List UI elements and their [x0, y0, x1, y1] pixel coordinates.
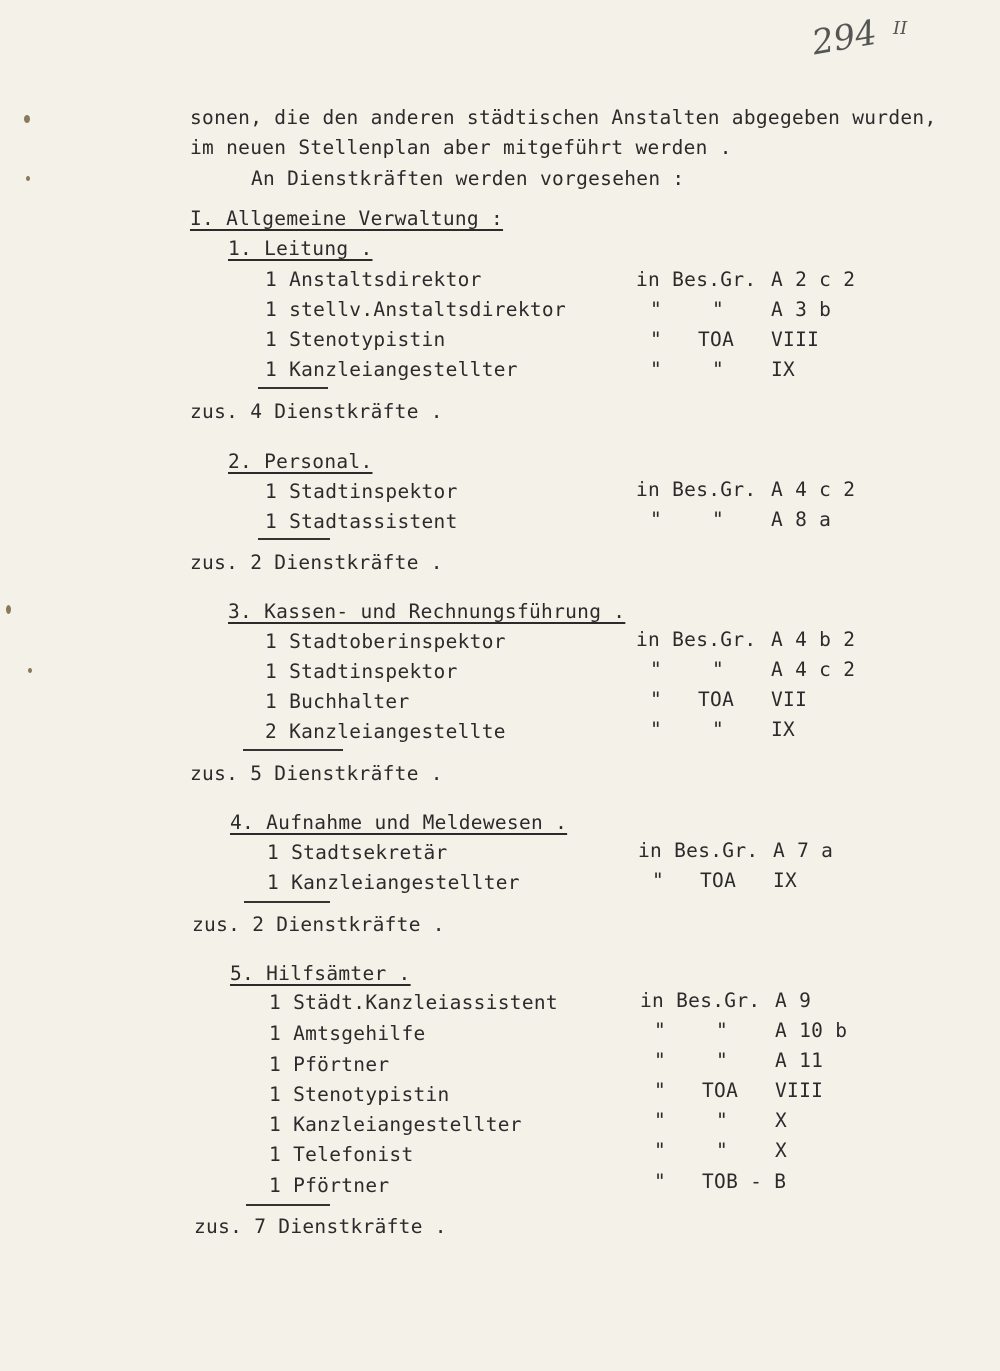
folio-suffix: II	[893, 18, 908, 39]
row-col1: "	[652, 869, 665, 892]
row-col1: "	[654, 1139, 667, 1162]
row-col2: "	[712, 508, 725, 531]
row-col2: "	[712, 658, 725, 681]
row-grade: A 10 b	[775, 1019, 848, 1042]
row-col2: TOA	[702, 1079, 739, 1102]
row-grade: X	[775, 1109, 788, 1132]
margin-mark	[24, 115, 30, 123]
row-col1: "	[650, 688, 663, 711]
row-item: 1 Städt.Kanzleiassistent	[269, 991, 558, 1014]
row-item: 1 Stenotypistin	[269, 1083, 450, 1106]
row-grade: VIII	[775, 1079, 824, 1102]
row-col1: "	[654, 1079, 667, 1102]
section-total: zus. 7 Dienstkräfte .	[194, 1215, 447, 1238]
row-grade: X	[775, 1139, 788, 1162]
row-item: 1 Stadtoberinspektor	[265, 630, 506, 653]
row-item: 1 Stadtassistent	[265, 510, 458, 533]
row-item: 1 Amtsgehilfe	[269, 1022, 426, 1045]
row-col1: "	[654, 1049, 667, 1072]
row-grade: A 7 a	[773, 839, 834, 862]
row-col1: in Bes.Gr.	[640, 989, 761, 1012]
sum-rule	[243, 749, 343, 751]
section-total: zus. 4 Dienstkräfte .	[190, 400, 443, 423]
row-col1: in Bes.Gr.	[636, 628, 757, 651]
row-item: 1 stellv.Anstaltsdirektor	[265, 298, 566, 321]
row-grade: VII	[771, 688, 808, 711]
section-title: 3. Kassen- und Rechnungsführung .	[228, 600, 626, 623]
row-item: 1 Stadtinspektor	[265, 660, 458, 683]
row-grade: A 9	[775, 989, 812, 1012]
margin-mark	[28, 668, 32, 673]
row-col2: "	[716, 1019, 729, 1042]
row-col1: "	[650, 658, 663, 681]
row-col1: "	[650, 508, 663, 531]
row-grade: VIII	[771, 328, 820, 351]
row-col2: TOA	[700, 869, 737, 892]
row-col1: "	[654, 1170, 667, 1193]
row-col1: in Bes.Gr.	[636, 478, 757, 501]
row-col2: TOA	[698, 688, 735, 711]
margin-mark	[26, 176, 30, 181]
row-col1: "	[654, 1109, 667, 1132]
row-item: 1 Kanzleiangestellter	[267, 871, 520, 894]
section-total: zus. 2 Dienstkräfte .	[190, 551, 443, 574]
intro-line-2: im neuen Stellenplan aber mitgeführt werden .	[190, 136, 732, 159]
folio-number: 294	[809, 12, 880, 64]
row-grade: A 3 b	[771, 298, 832, 321]
section-total: zus. 5 Dienstkräfte .	[190, 762, 443, 785]
row-grade: A 4 c 2	[771, 658, 856, 681]
row-col2: "	[716, 1109, 729, 1132]
row-item: 1 Stenotypistin	[265, 328, 446, 351]
row-grade: A 11	[775, 1049, 824, 1072]
section-title: 1. Leitung .	[228, 237, 373, 260]
sum-rule	[258, 538, 330, 540]
section-title: 5. Hilfsämter .	[230, 962, 411, 985]
row-grade: IX	[771, 358, 796, 381]
row-item: 1 Telefonist	[269, 1143, 414, 1166]
row-col1: "	[650, 358, 663, 381]
row-col1: "	[650, 718, 663, 741]
row-col2: "	[716, 1049, 729, 1072]
row-col2: "	[712, 358, 725, 381]
row-col2: "	[716, 1139, 729, 1162]
row-item: 2 Kanzleiangestellte	[265, 720, 506, 743]
sum-rule	[258, 387, 328, 389]
row-grade: IX	[771, 718, 796, 741]
row-grade: A 8 a	[771, 508, 832, 531]
sum-rule	[244, 901, 330, 903]
row-col2: "	[712, 718, 725, 741]
row-item: 1 Pförtner	[269, 1174, 390, 1197]
section-title: 4. Aufnahme und Meldewesen .	[230, 811, 568, 834]
row-col1: in Bes.Gr.	[636, 268, 757, 291]
section-heading: I. Allgemeine Verwaltung :	[190, 207, 504, 230]
intro-line-1: sonen, die den anderen städtischen Anstalten abgegeben wurden,	[190, 106, 937, 129]
section-total: zus. 2 Dienstkräfte .	[192, 913, 445, 936]
row-grade: A 2 c 2	[771, 268, 856, 291]
row-item: 1 Kanzleiangestellter	[269, 1113, 522, 1136]
row-col2: TOA	[698, 328, 735, 351]
sum-rule	[246, 1204, 330, 1206]
row-item: 1 Stadtsekretär	[267, 841, 448, 864]
row-col1: "	[650, 328, 663, 351]
section-title: 2. Personal.	[228, 450, 373, 473]
row-item: 1 Pförtner	[269, 1053, 390, 1076]
row-item: 1 Stadtinspektor	[265, 480, 458, 503]
row-grade: A 4 b 2	[771, 628, 856, 651]
row-col1: in Bes.Gr.	[638, 839, 759, 862]
row-item: 1 Anstaltsdirektor	[265, 268, 482, 291]
row-col1: "	[654, 1019, 667, 1042]
row-grade: IX	[773, 869, 798, 892]
row-grade: A 4 c 2	[771, 478, 856, 501]
row-col1: "	[650, 298, 663, 321]
row-item: 1 Buchhalter	[265, 690, 410, 713]
row-item: 1 Kanzleiangestellter	[265, 358, 518, 381]
margin-mark	[6, 605, 11, 614]
intro-line-3: An Dienstkräften werden vorgesehen :	[251, 167, 685, 190]
row-col2: "	[712, 298, 725, 321]
row-col2: TOB - B	[702, 1170, 787, 1193]
